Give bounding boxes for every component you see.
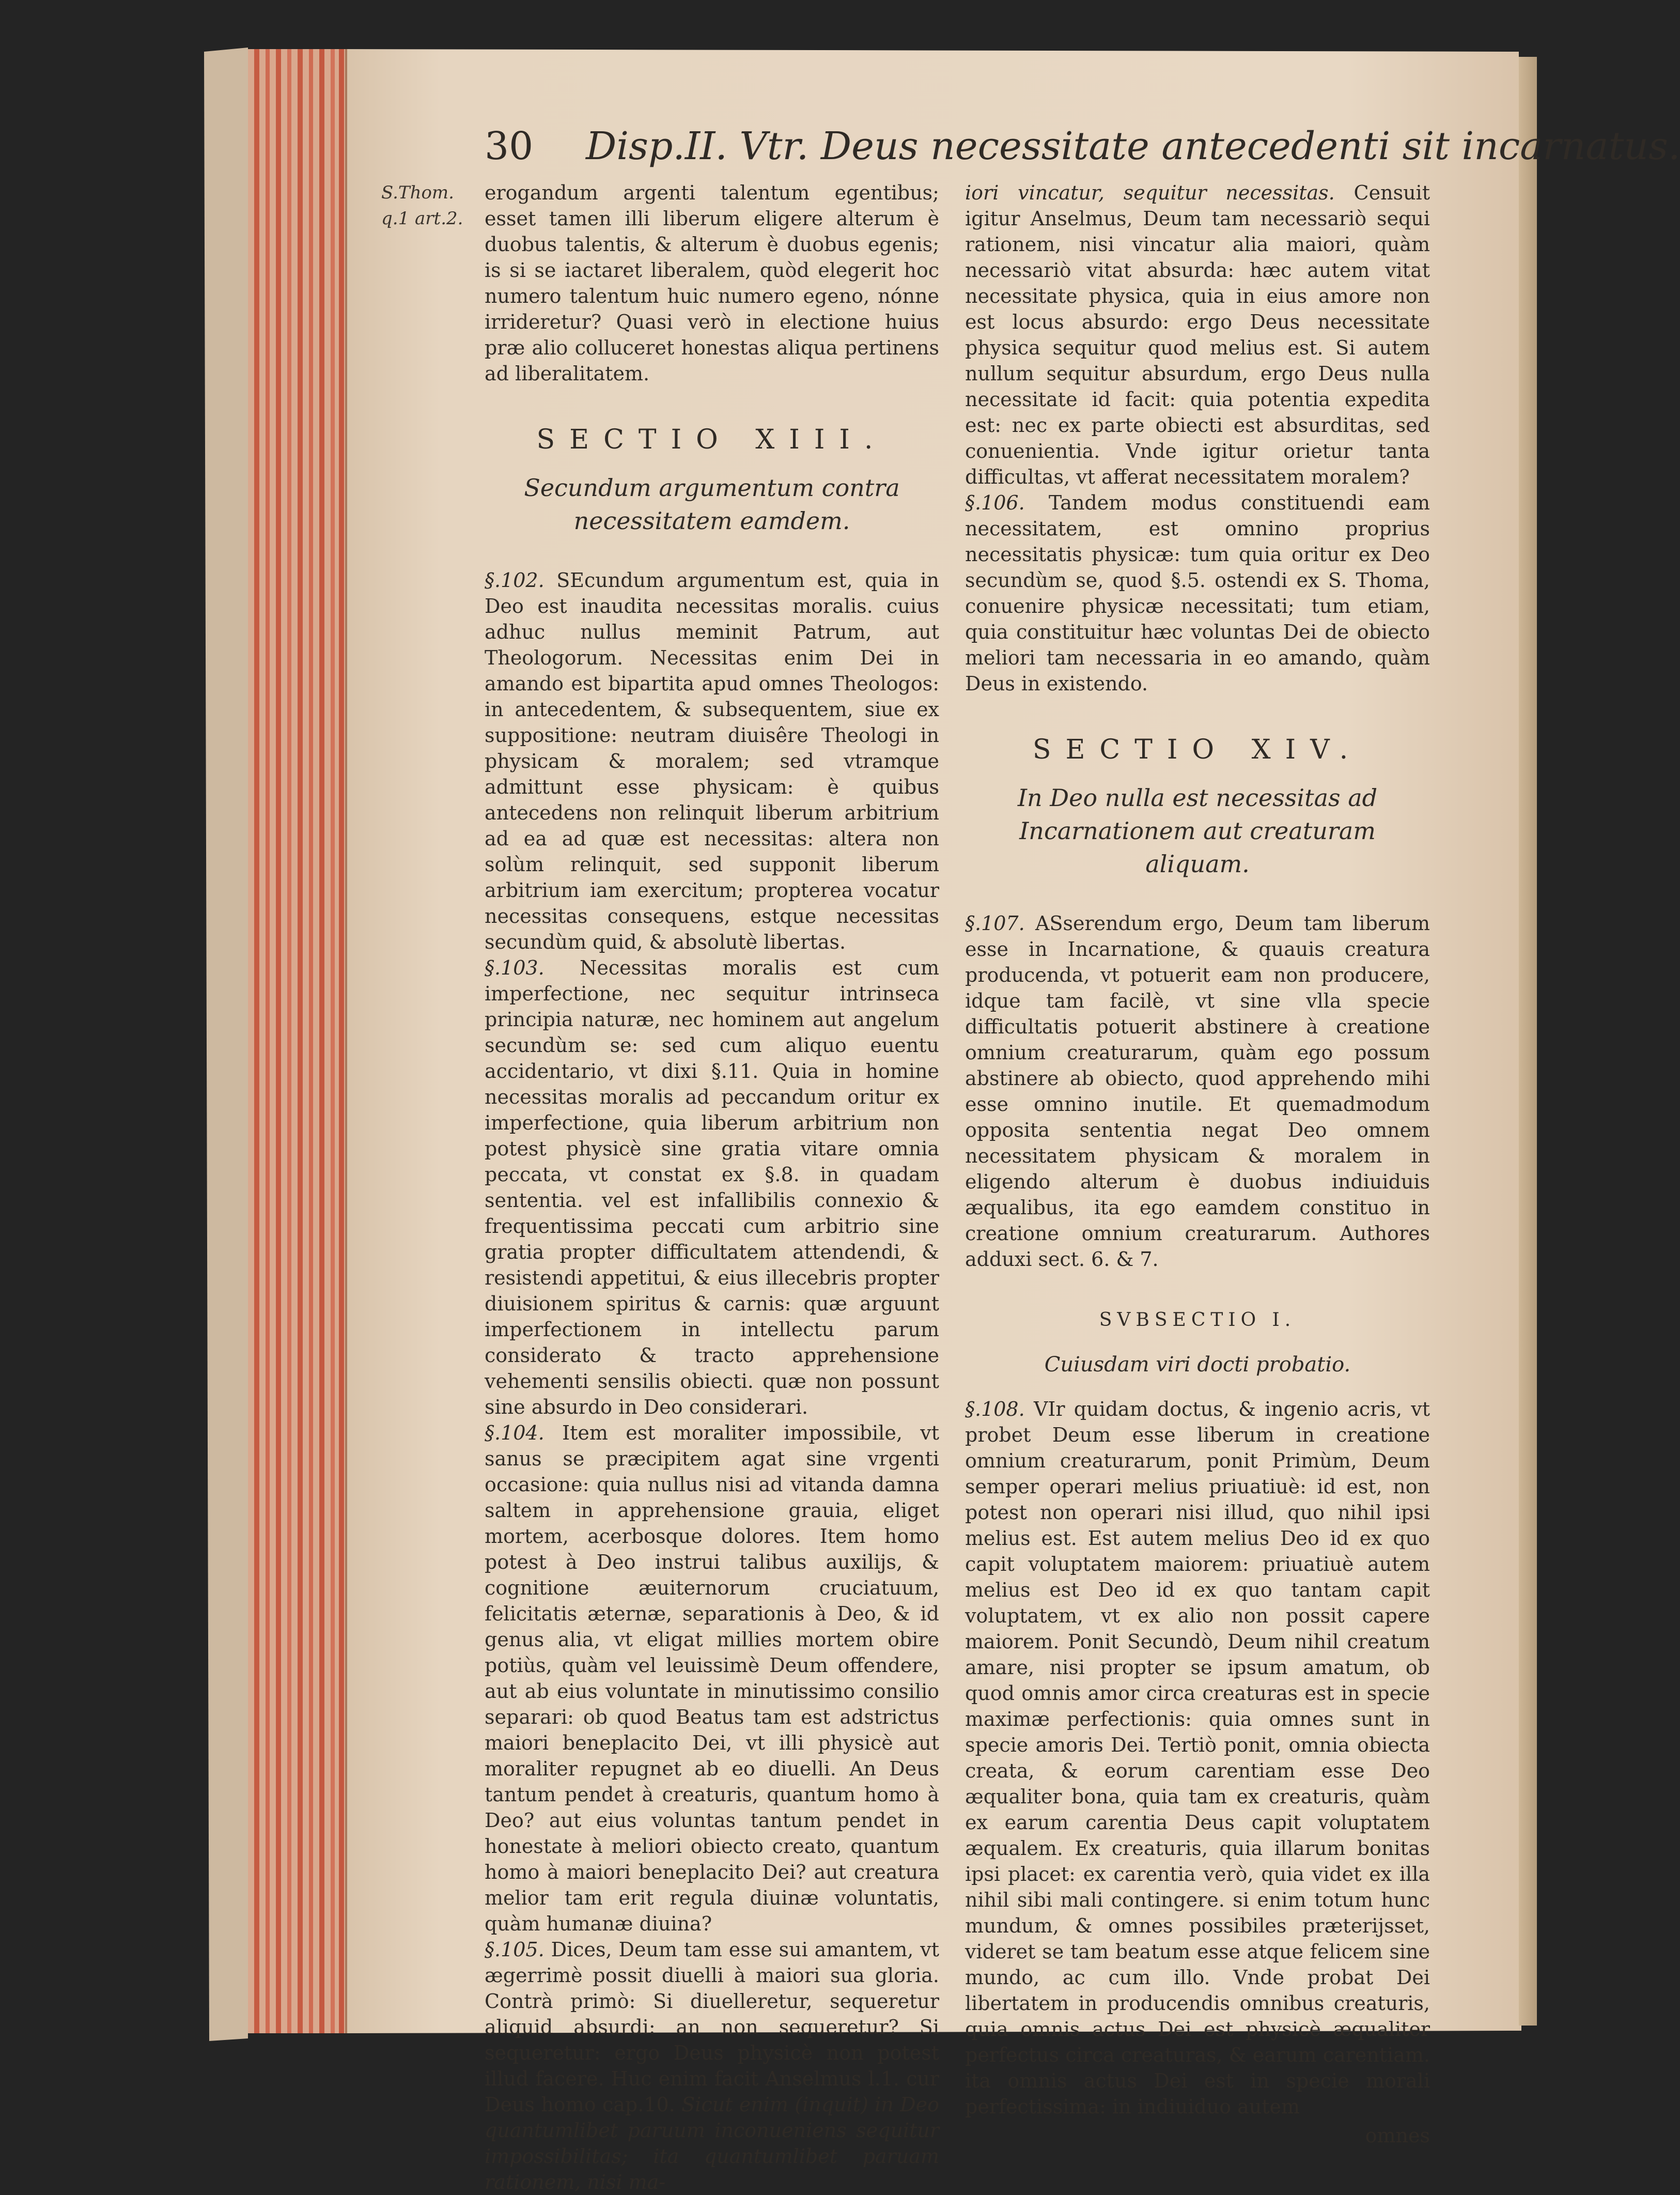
text-106: Tandem modus constituendi eam necessitatem, est omnino proprius necessitatis physicæ: tum quia oritur ex Deo secundùm se, quod §.5. ostendi ex S. Thoma, conuenire physicæ necessitati; tum etiam, quia constituitur hæc voluntas Dei de obiecto meliori tam necessaria in eo amando, quàm Deus in existendo. <box>965 491 1437 695</box>
paragraph-107 <box>965 910 1437 1272</box>
text-107: ASserendum ergo, Deum tam liberum esse in Incarnatione, & quauis creatura producenda, vt potuerit eam non producere, idque tam facilè, vt sine vlla specie difficultatis potuerit abstinere à creatione omnium creaturarum, quàm ego possum abstinere ab obiecto, quod apprehendo mihi esse omnino inutile. Et quemadmodum opposita sententia negat Deo omnem necessitatem physicam & moralem in eligendo alterum è duobus indiuiduis æqualibus, ita ego eamdem constituo in creatione omnium creaturarum. Authores adduxi sect. 6. & 7. <box>965 912 1437 1271</box>
paragraph-continued: erogandum argenti talentum egentibus; esset tamen illi liberum eligere alterum è duobus talentis, & alterum è duobus egenis; is si se iactaret liberalem, quòd elegerit hoc numero talentum huic numero egeno, nónne irrideretur? Quasi verò in electione huius præ alio colluceret honestas aliqua pertinens ad liberalitatem. <box>485 181 946 385</box>
running-title: Disp.II. Vtr. Deus necessitate antecedenti sit incarnatus. <box>586 124 1680 168</box>
paragraph-103 <box>485 955 946 1420</box>
catchword: omnes <box>1365 2124 1430 2147</box>
section-14-subtitle: In Deo nulla est necessitas ad Incarnationem aut creaturam aliquam. <box>1017 784 1378 878</box>
paragraph-105 <box>485 1937 946 2195</box>
section-mark-104: §.104. <box>485 1421 545 1444</box>
paragraph-104 <box>485 1420 946 1937</box>
subsection-subtitle: Cuiusdam viri docti probatio. <box>1044 1353 1351 1377</box>
paragraph-108 <box>965 1396 1437 2120</box>
section-mark-108: §.108. <box>965 1398 1025 1420</box>
section-mark-107: §.107. <box>965 912 1025 935</box>
red-page-edges <box>248 49 346 2033</box>
section-mark-103: §.103. <box>485 956 545 979</box>
subsection-title: SVBSECTIO I. <box>1099 1309 1296 1331</box>
paragraph-continued-right <box>965 180 1437 490</box>
section-mark-106: §.106. <box>965 491 1025 514</box>
section-13-title: SECTIO XIII. <box>536 424 888 455</box>
text-continued: Censuit igitur Anselmus, Deum tam necessariò sequi rationem, nisi vincatur alia maiori, quàm necessariò vitat absurda: hæc autem vitat necessitate physica, quia in eius amore non est locus absurdo: ergo Deus necessitate physica sequitur quod melius est. Si autem nullum sequitur absurdum, ergo Deus nulla necessitate id facit: quia potentia expedita est: nec ex parte obiecti est absurditas, sed conuenientia. Vnde igitur orietur tanta difficultas, vt afferat necessitatem moralem? <box>965 181 1437 488</box>
left-column <box>485 180 946 2195</box>
text-102: SEcundum argumentum est, quia in Deo est inaudita necessitas moralis. cuius adhuc nullus meminit Patrum, aut Theologorum. Necessitas enim Dei in amando est bipartita apud omnes Theologos: in antecedentem, & subsequentem, siue ex suppositione: neutram diuisêre Theologi in physicam & moralem; sed vtramque admittunt esse physicam: è quibus antecedens non relinquit liberum arbitrium ad ea ad quæ est necessitas: altera non solùm relinquit, sed supponit liberum arbitrium iam exercitum; propterea vocatur necessitas consequens, estque necessitas secundùm quid, & absolutè libertas. <box>485 569 946 953</box>
text-104: Item est moraliter impossibile, vt sanus se præcipitem agat sine vrgenti occasione: quia nullus nisi ad vitanda damna saltem in apprehensione grauia, eliget mortem, acerbosque dolores. Item homo potest à Deo instrui talibus auxilijs, & cognitione æuiternorum cruciatuum, felicitatis æternæ, separationis à Deo, & id genus alia, vt eligat millies mortem obire potiùs, quàm vel leuissimè Deum offendere, aut ab eius voluntate in minutissimo consilio separari: ob quod Beatus tam est adstrictus maiori beneplacito Dei, vt illi physicè aut moraliter repugnet ab eo diuelli. An Deus tantum pendet à creaturis, quantum homo à Deo? aut eius voluntas tantum pendet in honestate à meliori obiecto creato, quantum homo à maiori beneplacito Dei? aut creatura melior tam erit regula diuinæ voluntatis, quàm humanæ diuina? <box>485 1421 946 1935</box>
paragraph-106 <box>965 490 1437 697</box>
section-13-subtitle: Secundum argumentum contra necessitatem eamdem. <box>524 474 900 535</box>
paragraph-102 <box>485 567 946 955</box>
right-page-edge <box>1519 57 1537 2026</box>
right-column <box>965 180 1437 2148</box>
section-mark-105: §.105. <box>485 1938 545 1961</box>
page-text <box>381 124 1680 2193</box>
quote-continued: iori vincatur, sequitur necessitas. <box>965 181 1335 204</box>
margin-note: S.Thom. q.1 art.2. <box>381 182 463 229</box>
section-14-title: SECTIO XIV. <box>1032 734 1363 765</box>
text-105: Dices, Deum tam esse sui amantem, vt ægerrimè possit diuelli à maiori sua gloria. Contrà primò: Si diuelleretur, sequeretur aliquid absurdi: an non sequeretur? Si sequeretur: ergo Deus physicè non potest illud facere. Huc enim facit Anselmus l.1. cur Deus homo cap.10. <box>485 1938 946 2116</box>
running-head <box>485 123 1680 169</box>
section-mark-102: §.102. <box>485 569 545 592</box>
left-page-stack <box>204 48 248 2041</box>
text-103: Necessitas moralis est cum imperfectione, nec sequitur intrinseca principia naturæ, nec hominem aut angelum secundùm se: sed cum aliquo euentu accidentario, vt dixi §.11. Quia in homine necessitas moralis ad peccandum oritur ex imperfectione, quia liberum arbitrium non potest physicè sine gratia vitare omnia peccata, vt constat ex §.8. in quadam sententia. vel est infallibilis connexio & frequentissima peccati cum arbitrio sine gratia propter difficultatem attendendi, & resistendi appetitui, & eius illecebris propter diuisionem spiritus & carnis: quæ arguunt imperfectionem in intellectu parum considerato & tracto apprehensione vehementi sensilis obiecti. quæ non possunt sine absurdo in Deo considerari. <box>485 956 946 1418</box>
page-number: 30 <box>485 124 534 168</box>
anselm-quote: Sicut enim (inquit) in Deo quantumlibet paruum inconueniens sequitur impossibilitas; ita quantumlibet paruam rationem, nisi ma- <box>485 2093 946 2193</box>
text-108: VIr quidam doctus, & ingenio acris, vt probet Deum esse liberum in creatione omnium creaturarum, ponit Primùm, Deum semper operari melius priuatiuè: id est, non potest non operari nisi illud, quo nihil ipsi melius est. Est autem melius Deo id ex quo capit voluptatem maiorem: priuatiuè autem melius est Deo id ex quo tantam capit voluptatem, vt ex alio non possit capere maiorem. Ponit Secundò, Deum nihil creatum amare, nisi propter se ipsum amatum, ob quod omnis amor circa creaturas est in specie maximæ perfectionis: quia omnes sunt in specie amoris Dei. Tertiò ponit, omnia obiecta creata, & eorum carentiam esse Deo æqualiter bona, quia tam ex creaturis, quàm ex earum carentia Deus capit voluptatem æqualem. Ex creaturis, quia illarum bonitas ipsi placet: ex carentia verò, quia videt ex illa nihil sibi mali contingere. si enim totum hunc mundum, & omnes possibiles præterijsset, videret se tam beatum esse atque felicem sine mundo, ac cum illo. Vnde probat Dei libertatem in producendis omnibus creaturis, quia omnis actus Dei est physicè æqualiter perfectus circa creaturas, & earum carentiam. ita omnis actus Dei est in specie morali perfectissima: in indiuiduo autem <box>965 1398 1437 2118</box>
